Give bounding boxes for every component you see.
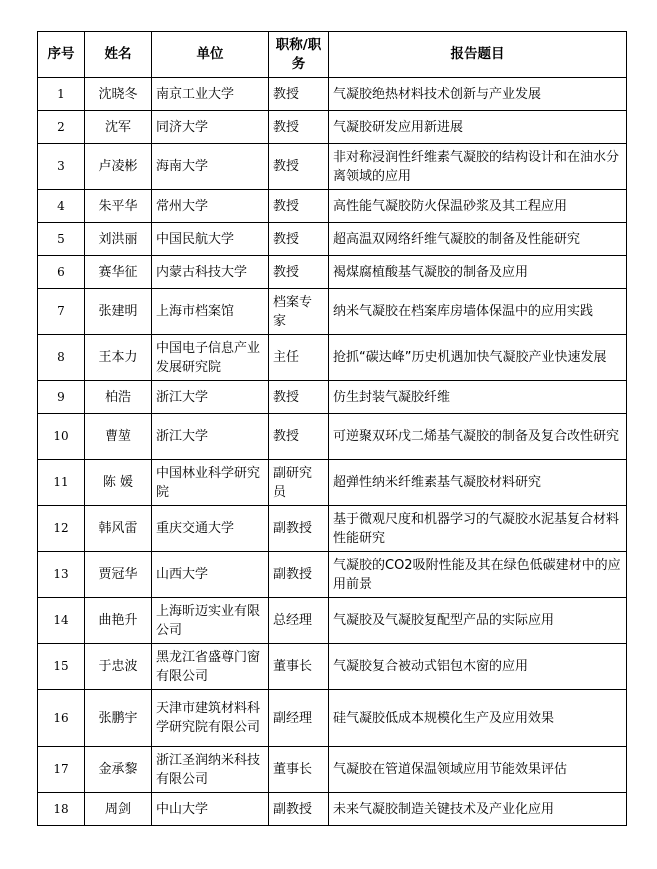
header-title: 职称/职务 [269,32,329,78]
cell-name: 赛华征 [85,256,152,289]
cell-seq: 1 [38,78,85,111]
header-unit: 单位 [152,32,269,78]
cell-topic: 硅气凝胶低成本规模化生产及应用效果 [329,690,627,747]
cell-name: 贾冠华 [85,552,152,598]
cell-name: 刘洪丽 [85,223,152,256]
cell-title: 总经理 [269,598,329,644]
cell-seq: 11 [38,460,85,506]
cell-seq: 8 [38,335,85,381]
cell-title: 教授 [269,256,329,289]
cell-unit: 中山大学 [152,793,269,826]
table-row [38,256,627,289]
table-row [38,144,627,190]
cell-name: 周剑 [85,793,152,826]
cell-title: 教授 [269,190,329,223]
table-row [38,78,627,111]
cell-title: 教授 [269,144,329,190]
cell-topic: 褐煤腐植酸基气凝胶的制备及应用 [329,256,627,289]
header-seq: 序号 [38,32,85,78]
cell-name: 朱平华 [85,190,152,223]
table-row [38,289,627,335]
cell-name: 王本力 [85,335,152,381]
table-row [38,598,627,644]
cell-seq: 9 [38,381,85,414]
header-topic: 报告题目 [329,32,627,78]
cell-topic: 超高温双网络纤维气凝胶的制备及性能研究 [329,223,627,256]
table-row [38,552,627,598]
cell-title: 副经理 [269,690,329,747]
cell-title: 董事长 [269,644,329,690]
cell-unit: 黑龙江省盛尊门窗有限公司 [152,644,269,690]
cell-seq: 18 [38,793,85,826]
cell-unit: 中国林业科学研究院 [152,460,269,506]
cell-topic: 纳米气凝胶在档案库房墙体保温中的应用实践 [329,289,627,335]
cell-topic: 仿生封装气凝胶纤维 [329,381,627,414]
cell-unit: 同济大学 [152,111,269,144]
cell-name: 张鹏宇 [85,690,152,747]
cell-seq: 2 [38,111,85,144]
cell-name: 曲艳升 [85,598,152,644]
cell-title: 副教授 [269,552,329,598]
cell-seq: 7 [38,289,85,335]
cell-seq: 6 [38,256,85,289]
cell-title: 教授 [269,223,329,256]
cell-unit: 浙江大学 [152,381,269,414]
cell-unit: 上海市档案馆 [152,289,269,335]
cell-topic: 抢抓“碳达峰”历史机遇加快气凝胶产业快速发展 [329,335,627,381]
cell-name: 沈晓冬 [85,78,152,111]
cell-seq: 17 [38,747,85,793]
cell-name: 韩风雷 [85,506,152,552]
cell-unit: 山西大学 [152,552,269,598]
cell-name: 沈军 [85,111,152,144]
cell-title: 教授 [269,78,329,111]
table-row [38,381,627,414]
cell-unit: 上海昕迈实业有限公司 [152,598,269,644]
cell-title: 主任 [269,335,329,381]
cell-topic: 气凝胶的CO2吸附性能及其在绿色低碳建材中的应用前景 [329,552,627,598]
cell-unit: 重庆交通大学 [152,506,269,552]
cell-topic: 气凝胶复合被动式铝包木窗的应用 [329,644,627,690]
cell-name: 于忠波 [85,644,152,690]
cell-unit: 天津市建筑材料科学研究院有限公司 [152,690,269,747]
table-row [38,335,627,381]
cell-name: 张建明 [85,289,152,335]
table-row [38,506,627,552]
table-row [38,793,627,826]
cell-topic: 气凝胶研发应用新进展 [329,111,627,144]
cell-seq: 12 [38,506,85,552]
cell-name: 卢凌彬 [85,144,152,190]
cell-unit: 内蒙古科技大学 [152,256,269,289]
table-row [38,747,627,793]
cell-topic: 高性能气凝胶防火保温砂浆及其工程应用 [329,190,627,223]
cell-title: 副教授 [269,506,329,552]
cell-seq: 3 [38,144,85,190]
cell-unit: 中国电子信息产业发展研究院 [152,335,269,381]
cell-topic: 未来气凝胶制造关键技术及产业化应用 [329,793,627,826]
cell-seq: 4 [38,190,85,223]
cell-unit: 常州大学 [152,190,269,223]
cell-topic: 气凝胶在管道保温领域应用节能效果评估 [329,747,627,793]
table-row [38,460,627,506]
table-row [38,190,627,223]
cell-title: 档案专家 [269,289,329,335]
cell-title: 教授 [269,414,329,460]
cell-title: 教授 [269,111,329,144]
cell-unit: 浙江圣润纳米科技有限公司 [152,747,269,793]
cell-topic: 基于微观尺度和机器学习的气凝胶水泥基复合材料性能研究 [329,506,627,552]
cell-title: 副教授 [269,793,329,826]
table-row [38,690,627,747]
cell-seq: 5 [38,223,85,256]
cell-unit: 浙江大学 [152,414,269,460]
cell-title: 董事长 [269,747,329,793]
cell-topic: 可逆聚双环戊二烯基气凝胶的制备及复合改性研究 [329,414,627,460]
speaker-table [37,31,627,826]
cell-topic: 气凝胶绝热材料技术创新与产业发展 [329,78,627,111]
cell-name: 陈 媛 [85,460,152,506]
cell-name: 曹堃 [85,414,152,460]
table-header-row [38,32,627,78]
cell-topic: 非对称浸润性纤维素气凝胶的结构设计和在油水分离领域的应用 [329,144,627,190]
table-row [38,644,627,690]
table-row [38,414,627,460]
header-name: 姓名 [85,32,152,78]
table-row [38,111,627,144]
cell-topic: 气凝胶及气凝胶复配型产品的实际应用 [329,598,627,644]
cell-topic: 超弹性纳米纤维素基气凝胶材料研究 [329,460,627,506]
cell-title: 教授 [269,381,329,414]
cell-unit: 海南大学 [152,144,269,190]
cell-seq: 16 [38,690,85,747]
cell-seq: 13 [38,552,85,598]
cell-seq: 15 [38,644,85,690]
table-row [38,223,627,256]
cell-unit: 南京工业大学 [152,78,269,111]
table-body [38,78,627,826]
cell-name: 金承黎 [85,747,152,793]
cell-unit: 中国民航大学 [152,223,269,256]
cell-name: 柏浩 [85,381,152,414]
cell-title: 副研究员 [269,460,329,506]
cell-seq: 10 [38,414,85,460]
cell-seq: 14 [38,598,85,644]
